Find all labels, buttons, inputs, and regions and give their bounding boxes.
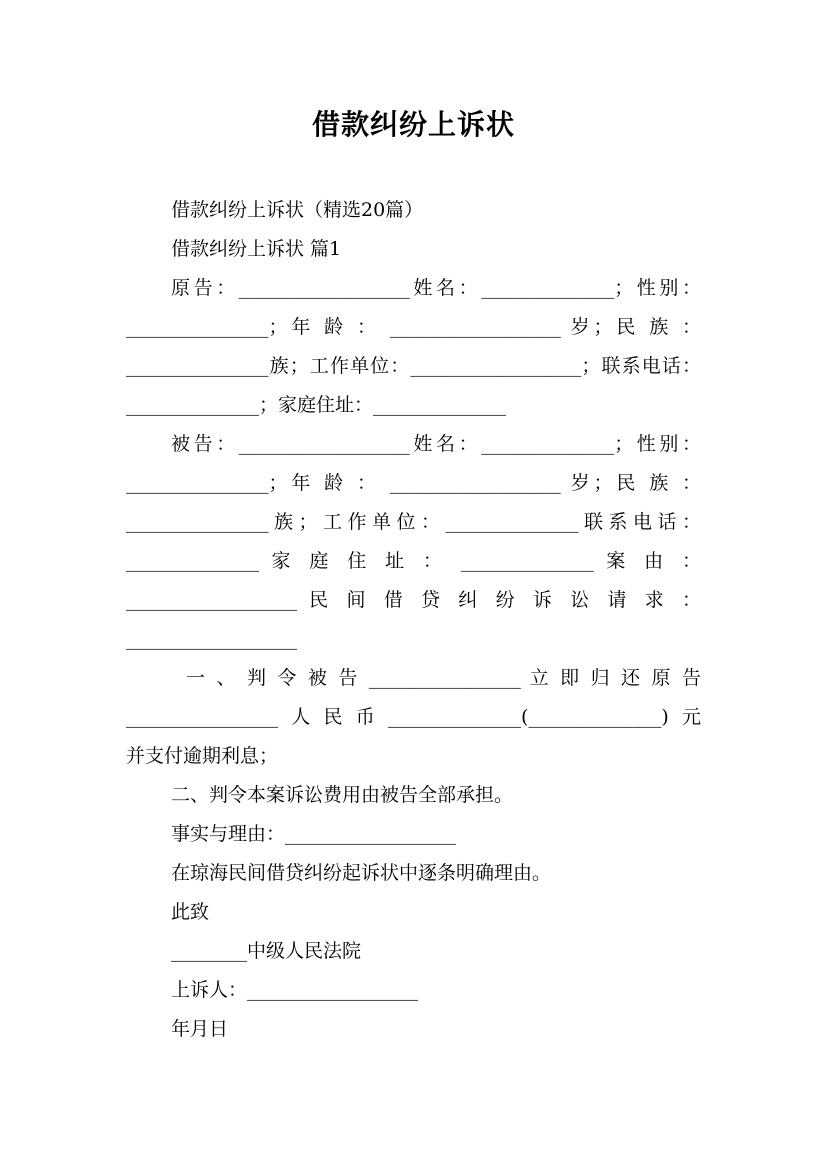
claim-2-line: 二、判令本案诉讼费用由被告全部承担。 bbox=[171, 784, 514, 806]
subtitle-line: 借款纠纷上诉状（精选20篇） bbox=[171, 199, 424, 221]
claim-1-line-2: ________________人民币______________(______________)元 bbox=[126, 706, 701, 728]
defendant-line-4: ______________ 家 庭 住 址 ： ______________ 案 由 ： bbox=[126, 550, 701, 572]
plaintiff-line-1: 原告：__________________姓名：______________；性别： bbox=[171, 277, 701, 299]
claim-1-line-1: 一 、 判 令 被 告 ________________ 立 即 归 还 原 告 bbox=[186, 667, 701, 689]
defendant-line-2: _______________；年 龄 ： __________________ 岁；民 族 ： bbox=[126, 472, 701, 494]
claim-1-line-3: 并支付逾期利息； bbox=[126, 745, 279, 767]
document-title: 借款纠纷上诉状 bbox=[311, 108, 515, 141]
defendant-line-1: 被告：__________________姓名：______________；性别： bbox=[171, 433, 701, 455]
court-line: ________中级人民法院 bbox=[171, 940, 362, 962]
plaintiff-line-4: ______________；家庭住址：______________ bbox=[126, 394, 507, 416]
date-line: 年月日 bbox=[171, 1018, 229, 1040]
plaintiff-line-2: _______________；年 龄 ： __________________ 岁；民 族 ： bbox=[126, 316, 701, 338]
reason-text-line: 在琼海民间借贷纠纷起诉状中逐条明确理由。 bbox=[171, 862, 552, 884]
appellant-line: 上诉人：__________________ bbox=[171, 979, 419, 1001]
salutation-line: 此致 bbox=[171, 901, 210, 923]
defendant-line-3: _______________族；工作单位：______________联系电话： bbox=[126, 511, 701, 533]
facts-reasons-line: 事实与理由：__________________ bbox=[171, 823, 457, 845]
defendant-line-5: __________________ 民 间 借 贷 纠 纷 诉 讼 请 求 ： bbox=[126, 589, 701, 611]
section-heading: 借款纠纷上诉状 篇1 bbox=[171, 238, 342, 260]
defendant-line-6: __________________ bbox=[126, 628, 297, 650]
plaintiff-line-3: _______________族；工作单位：__________________；联系电话： bbox=[126, 355, 701, 377]
